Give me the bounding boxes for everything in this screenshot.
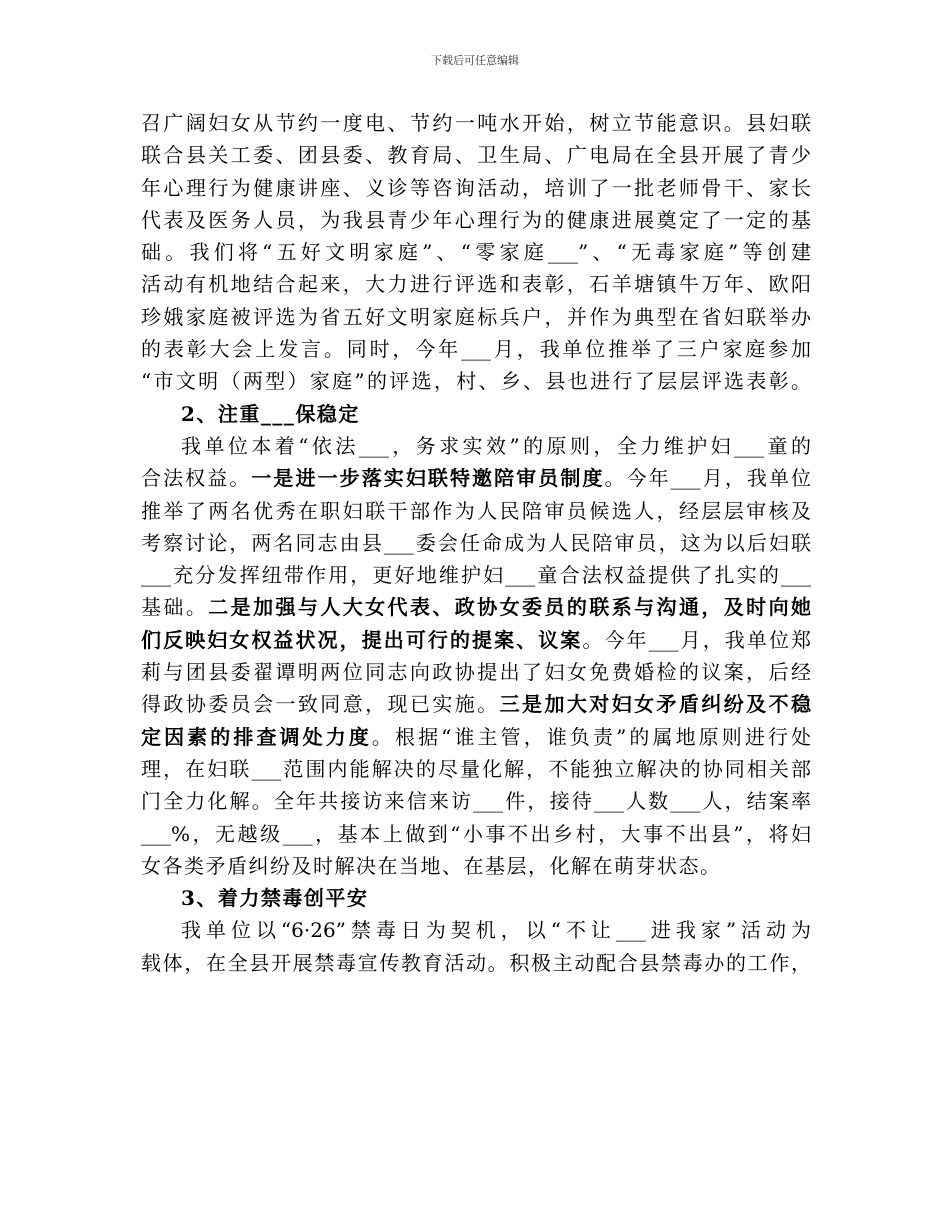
text-line: 活动有机地结合起来，大力进行评选和表彰，石羊塘镇牛万年、欧阳 xyxy=(141,272,811,297)
text-line: 理，在妇联___范围内能解决的尽量化解，不能独立解决的协同相关部 xyxy=(141,756,811,781)
text-line xyxy=(141,624,811,656)
text-bold: 定因素的排查调处力度 xyxy=(141,724,372,749)
text-line: 载体，在全县开展禁毒宣传教育活动。积极主动配合县禁毒办的工作， xyxy=(141,950,811,975)
text-line: 女各类矛盾纠纷及时解决在当地、在基层，化解在萌芽状态。 xyxy=(141,853,722,878)
text-line xyxy=(141,721,811,753)
text-line: ___充分发挥纽带作用，更好地维护妇___童合法权益提供了扎实的___ xyxy=(141,563,811,588)
text-line: 我单位本着“依法___，务求实效”的原则，全力维护妇___童的 xyxy=(181,433,811,458)
text-normal: 得政协委员会一致同意，现已实施。 xyxy=(141,692,500,717)
text-line xyxy=(141,688,811,720)
text-line: 推举了两名优秀在职妇联干部作为人民陪审员候选人，经层层审核及 xyxy=(141,498,811,523)
text-normal: 。今年___月，我单位郑 xyxy=(582,627,811,652)
text-bold: 一是进一步落实妇联特邀陪审员制度 xyxy=(251,466,605,491)
text-line: 珍娥家庭被评选为省五好文明家庭标兵户，并作为典型在省妇联举办 xyxy=(141,304,811,329)
text-normal: 。今年___月，我单位 xyxy=(604,466,811,491)
text-line: 召广阔妇女从节约一度电、节约一吨水开始，树立节能意识。县妇联 xyxy=(141,111,811,135)
text-bold: 三是加大对妇女矛盾纠纷及不稳 xyxy=(499,692,811,717)
text-bold: 们反映妇女权益状况，提出可行的提案、议案 xyxy=(141,627,583,652)
text-line: ___%，无越级___，基本上做到“小事不出乡村，大事不出县”，将妇 xyxy=(141,821,811,846)
text-line: 代表及医务人员，为我县青少年心理行为的健康进展奠定了一定的基 xyxy=(141,207,811,232)
text-line: 门全力化解。全年共接访来信来访___件，接待___人数___人，结案率 xyxy=(141,789,811,814)
page-header: 下载后可任意编辑 xyxy=(431,54,519,67)
section-heading: 2、注重___保稳定 xyxy=(181,401,360,426)
section-heading: 3、着力禁毒创平安 xyxy=(181,886,369,911)
text-line: 础。我们将“五好文明家庭”、“零家庭___”、“无毒家庭”等创建 xyxy=(141,240,811,265)
text-bold: 二是加强与人大女代表、政协女委员的联系与沟通，及时向她 xyxy=(208,595,811,620)
text-line xyxy=(141,591,811,623)
text-line xyxy=(141,462,811,494)
text-line: 的表彰大会上发言。同时，今年___月，我单位推举了三户家庭参加 xyxy=(141,337,811,362)
text-normal: 合法权益。 xyxy=(141,466,252,491)
text-line: 我单位以“6·26”禁毒日为契机，以“不让___进我家”活动为 xyxy=(181,918,811,943)
document-body xyxy=(141,107,811,979)
text-line: 莉与团县委翟谭明两位同志向政协提出了妇女免费婚检的议案，后经 xyxy=(141,660,811,685)
text-line: 联合县关工委、团县委、教育局、卫生局、广电局在全县开展了青少 xyxy=(141,143,811,168)
text-line: 年心理行为健康讲座、义诊等咨询活动，培训了一批老师骨干、家长 xyxy=(141,175,811,200)
text-line: “市文明（两型）家庭”的评选，村、乡、县也进行了层层评选表彰。 xyxy=(141,369,811,394)
text-normal: 基础。 xyxy=(141,595,209,620)
text-normal: 。根据“谁主管，谁负责”的属地原则进行处 xyxy=(371,724,811,749)
text-line: 考察讨论，两名同志由县___委会任命成为人民陪审员，这为以后妇联 xyxy=(141,530,811,555)
